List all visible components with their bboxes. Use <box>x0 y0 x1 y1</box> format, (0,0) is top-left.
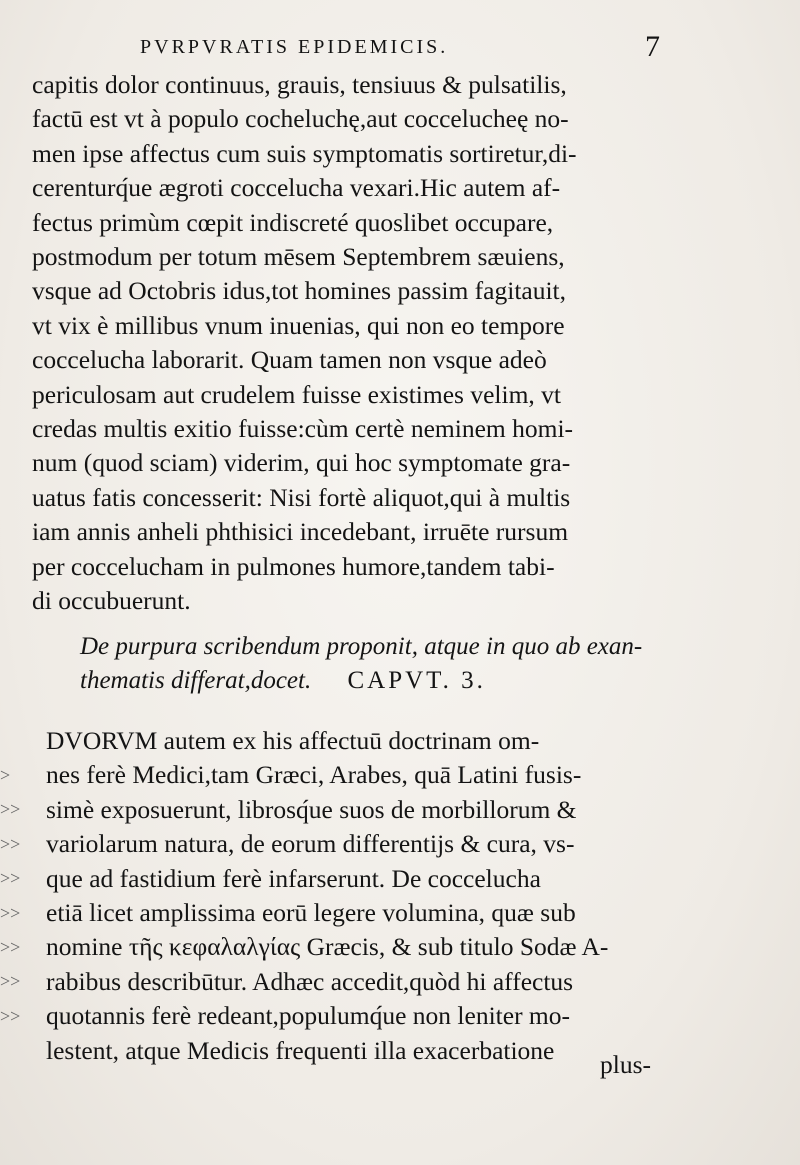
margin-mark: >> <box>0 1005 21 1026</box>
margin-mark: >> <box>0 868 21 889</box>
text-line: rabibus describūtur. Adhæc accedit,quòd hi affectus <box>46 966 574 996</box>
margin-mark: >> <box>0 799 21 820</box>
text-line: vsque ad Octobris idus,tot homines passim fagitauit, <box>32 276 567 306</box>
margin-quotation-marks <box>0 758 36 1033</box>
margin-mark: >> <box>0 902 21 923</box>
margin-mark: >> <box>0 971 21 992</box>
chapter-title-line-2-row <box>80 664 640 698</box>
chapter-title-line-2: thematis differat,docet. <box>80 667 312 694</box>
text-line: nomine τῆς κεφαλαλγίας Græcis, & sub titulo Sodæ A- <box>46 932 609 962</box>
text-line: coccelucha laborarit. Quam tamen non vsque adeò <box>32 345 547 375</box>
text-line: DVORVM autem ex his affectuū doctrinam om- <box>46 726 540 755</box>
text-line: num (quod sciam) viderim, qui hoc symptomate gra- <box>32 448 571 478</box>
text-line: postmodum per totum mēsem Septembrem sæuiens, <box>32 242 565 272</box>
text-line: lestent, atque Medicis frequenti illa exacerbatione <box>46 1035 555 1065</box>
margin-mark: > <box>0 765 11 785</box>
text-line: etiā licet amplissima eorū legere volumina, quæ sub <box>46 898 576 928</box>
text-line: variolarum natura, de eorum differentijs & cura, vs- <box>46 829 575 859</box>
text-line: men ipse affectus cum suis symptomatis sortiretur,di- <box>32 138 577 168</box>
catchword: plus- <box>600 1050 651 1079</box>
text-line: uatus fatis concesserit: Nisi fortè aliquot,qui à multis <box>32 482 571 512</box>
text-line: nes ferè Medici,tam Græci, Arabes, quā Latini fusis- <box>46 760 582 790</box>
text-line: periculosam aut crudelem fuisse existimes velim, vt <box>32 379 561 409</box>
text-line: vt vix è millibus vnum inuenias, qui non eo tempore <box>32 310 565 340</box>
text-line: capitis dolor continuus, grauis, tensiuus & pulsatilis, <box>32 70 567 99</box>
body-text-section-1 <box>32 68 662 619</box>
text-line: di occubuerunt. <box>32 586 191 616</box>
text-line: fectus primùm cœpit indiscreté quoslibet occupare, <box>32 207 554 237</box>
chapter-title-line-1: De purpura scribendum proponit, atque in quo ab exan- <box>80 633 643 660</box>
page-header <box>140 30 660 70</box>
margin-mark: >> <box>0 833 21 854</box>
body-text-section-2 <box>46 724 666 1068</box>
text-line: quotannis ferè redeant,populumq́ue non leniter mo- <box>46 1001 571 1031</box>
margin-mark: >> <box>0 937 21 958</box>
text-line: simè exposuerunt, librosq́ue suos de morbillorum & <box>46 794 577 824</box>
text-line: credas multis exitio fuisse:cùm certè neminem homi- <box>32 414 574 444</box>
text-line: factū est vt à populo cocheluchę,aut coccelucheę no- <box>32 104 569 134</box>
chapter-heading <box>80 630 643 698</box>
chapter-number: CAPVT. 3. <box>347 667 486 694</box>
text-line: per coccelucham in pulmones humore,tandem tabi- <box>32 551 555 581</box>
page-number: 7 <box>645 30 660 63</box>
running-head: PVRPVRATIS EPIDEMICIS. <box>140 36 449 58</box>
text-line: cerenturq́ue ægroti coccelucha vexari.Hic autem af- <box>32 173 561 203</box>
text-line: iam annis anheli phthisici incedebant, irruēte rursum <box>32 517 569 547</box>
text-line: que ad fastidium ferè infarserunt. De coccelucha <box>46 863 541 893</box>
